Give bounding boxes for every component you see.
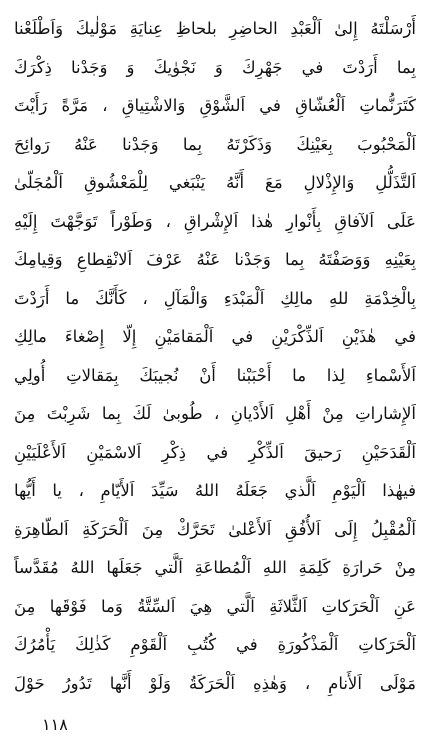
text-line-10: اَلأَسْماءِ لِذا ما أَحْبَبْنا أَنْ نُجيبَكَ بِمَقالاتِ أُولِي — [14, 365, 416, 385]
document-page — [14, 10, 416, 740]
text-line-16: عَنِ اَلْحَرَكاتِ اَلثَّلاثَةِ اَلَّتي هِيَ اَلسِّتَّةُ وَما فَوْقَها مِنَ — [14, 596, 416, 616]
text-line-11: اَلإِشاراتِ مِنْ أَهْلِ اَلأَدْيانِ ، طُوبىٰ لَكَ بِما شَرِبْتَ مِنَ — [14, 404, 416, 423]
arabic-text-body — [14, 10, 416, 703]
text-line-17: اَلْحَرَكاتِ اَلْمَذْكُورَةِ في كُتُبِ اَلْقَوْمِ كَذٰلِكَ يَأْمُرُكَ — [14, 635, 416, 654]
text-line-14: اَلْمُقْبِلُ إِلَى اَلأُفُقِ اَلأَعْلىٰ تَحَرَّكْ مِنَ اَلْحَرَكَةِ اَلطّاهِرَةِ — [14, 519, 416, 539]
text-line-6: عَلَى اَلآفاقِ بِأَنْوارِ هٰذا اَلإِشْراقِ ، وَطَوْراً تَوَجَّهْتَ إِلَيْهِ — [14, 211, 416, 231]
text-line-15: مِنْ حَرارَةِ كَلِمَةِ اللهِ اَلْمُطاعَةِ اَلَّتي جَعَلَها اللهُ مُقَدَّساً — [14, 558, 416, 577]
text-line-13: فيهٰذا اَلْيَوْمِ اَلَّذي جَعَلَهُ اللهُ سَيِّدَ اَلأَيّامِ ، يا أَيُّها — [14, 481, 416, 500]
text-line-18: مَوْلَى اَلأَنامِ ، وَهٰذِهِ اَلْحَرَكَةُ وَلَوْ أَنَّها تَدُورُ حَوْلَ — [14, 673, 416, 693]
text-line-9: في هٰذَيْنِ اَلذِّكْرَيْنِ في اَلْمَقامَيْنِ إِلّا إِصْغاءَ مالِكِ — [14, 327, 416, 346]
text-line-1: أَرْسَلْتَهُ إِلىٰ اَلْعَبْدِ الحاضِرِ بلحاظِ عِنايَةِ مَوْلٰيكَ وَاَطْلَعْنا — [14, 19, 416, 38]
text-line-3: كَتَرَنُّماتِ اَلْعُشّاقِ في اَلشَّوْقِ وَالاشْتِياقِ ، مَرَّةً رَأَيْتَ — [14, 96, 416, 115]
text-line-8: بِالْخِدْمَةِ للهِ مالِكِ اَلْمَبْدَءِ وَالْمَآلِ ، كَأَنَّكَ ما أَرَدْتَ — [14, 288, 416, 308]
text-line-7: بِعَيْنِهِ وَوَصَفْتَهُ بِما وَجَدْنا عَنْهُ عَرْفَ اَلانْقِطاعِ وَقِيامِكَ — [14, 250, 416, 269]
text-line-4: اَلْمَحْبُوبَ بِعَيْنِكَ وَذَكَرْتَهُ بِما وَجَدْنا عَنْهُ رَوائِحَ — [14, 134, 416, 154]
text-line-5: اَلتَّذَلُّلِ وَالإِذْلالِ مَعَ أَنَّهُ يَنْبَغي لِلْمَعْشُوقِ اَلْمُجَلّىٰ — [14, 173, 416, 192]
page-number: ١١٨ — [42, 715, 68, 734]
text-line-2: بِما أَرَدْتَ في جَهْرِكَ وَ نَجْوٰيكَ وَ وَجَدْنا ذِكْرَكَ — [14, 57, 416, 77]
text-line-12: اَلْقَدَحَيْنِ رَحيقَ اَلذِّكْرِ في ذِكْرِ اَلاسْمَيْنِ اَلأَعْلَيَيْنِ — [14, 442, 416, 462]
